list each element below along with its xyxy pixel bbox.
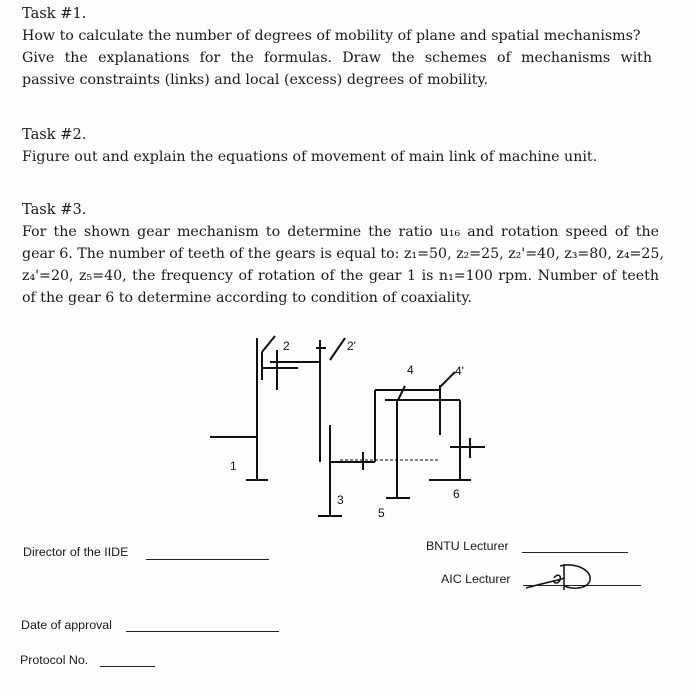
label-gear-2: 2 bbox=[283, 339, 290, 353]
gear-2p-leader bbox=[330, 338, 345, 360]
handwritten-signature bbox=[520, 556, 610, 596]
task-1-title: Task #1. bbox=[22, 5, 87, 22]
bntu-lecturer-label: BNTU Lecturer bbox=[426, 539, 509, 553]
task-1-line-3: passive constraints (links) and local (excess) degrees of mobility. bbox=[22, 72, 489, 88]
task-3-title: Task #3. bbox=[22, 201, 87, 218]
director-signature-line[interactable] bbox=[146, 559, 269, 560]
label-gear-2p: 2' bbox=[347, 339, 356, 353]
task-3-line-2: gear 6. The number of teeth of the gears is equal to: z₁=50, z₂=25, z₂'=40, z₃=80, z₄=25, bbox=[22, 246, 664, 262]
task-1-line-2: Give the explanations for the formulas. Draw the schemes of mechanisms with bbox=[22, 50, 652, 66]
label-gear-6: 6 bbox=[453, 487, 460, 501]
gear-2-leader bbox=[262, 336, 275, 352]
label-gear-4: 4 bbox=[407, 363, 414, 377]
date-approval-line[interactable] bbox=[126, 631, 279, 632]
label-gear-3: 3 bbox=[337, 493, 344, 507]
task-3-line-4: of the gear 6 to determine according to condition of coaxiality. bbox=[22, 290, 473, 306]
bntu-signature-line[interactable] bbox=[522, 552, 628, 553]
task-2-title: Task #2. bbox=[22, 126, 87, 143]
task-3-line-3: z₄'=20, z₅=40, the frequency of rotation of the gear 1 is n₁=100 rpm. Number of teeth bbox=[22, 268, 659, 284]
gear-4p-leader bbox=[440, 372, 455, 387]
protocol-line[interactable] bbox=[100, 666, 155, 667]
label-gear-5: 5 bbox=[378, 506, 385, 520]
aic-lecturer-label: AIC Lecturer bbox=[441, 572, 511, 586]
task-3-line-1: For the shown gear mechanism to determine the ratio u₁₆ and rotation speed of the bbox=[22, 224, 659, 240]
label-gear-4p: 4' bbox=[455, 364, 464, 378]
director-label: Director of the IIDE bbox=[23, 545, 129, 559]
label-gear-1: 1 bbox=[230, 459, 237, 473]
protocol-label: Protocol No. bbox=[20, 653, 89, 667]
gear-4-leader bbox=[398, 386, 405, 400]
task-2-line-1: Figure out and explain the equations of movement of main link of machine unit. bbox=[22, 149, 598, 165]
task-1-line-1: How to calculate the number of degrees of mobility of plane and spatial mechanisms? bbox=[22, 28, 641, 44]
date-approval-label: Date of approval bbox=[21, 618, 112, 632]
